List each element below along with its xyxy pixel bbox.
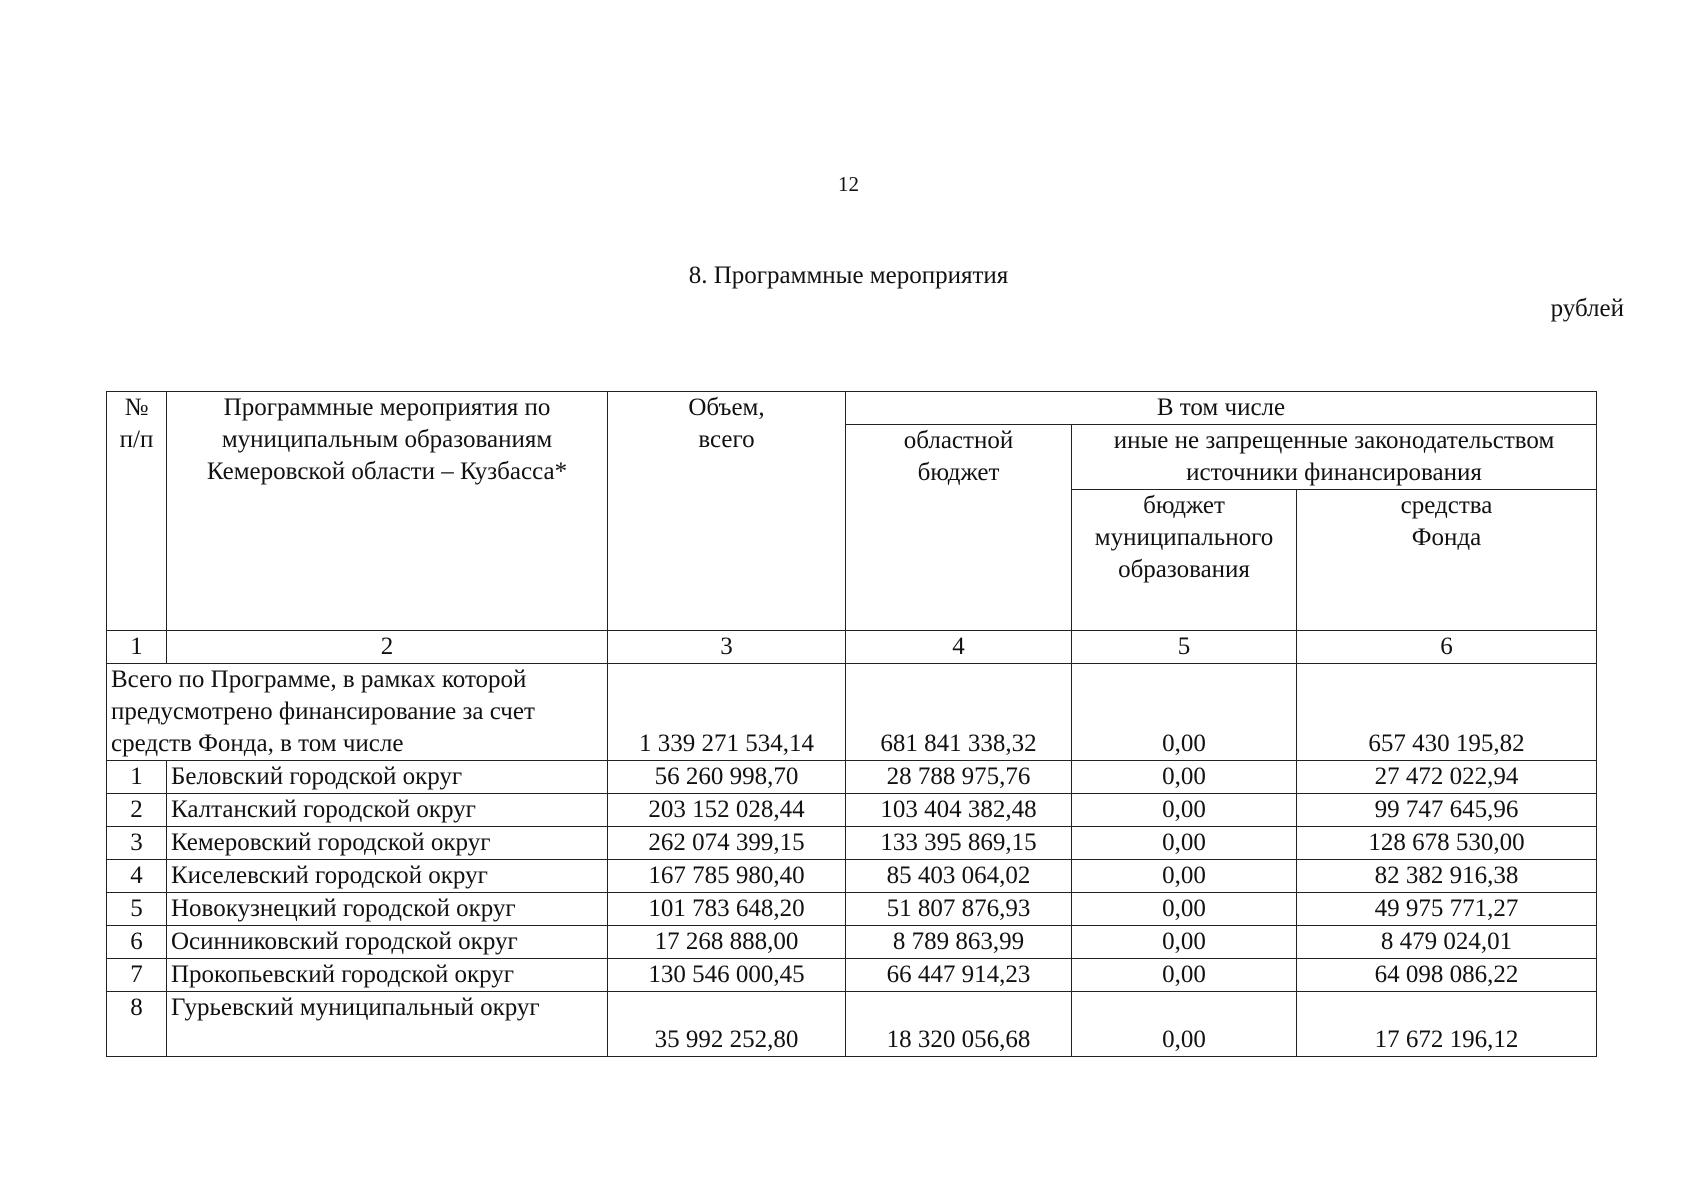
row-num: 2 — [107, 794, 167, 827]
section-title: 8. Программные мероприятия — [688, 262, 1009, 289]
table-row — [107, 893, 1597, 926]
table-row — [107, 959, 1597, 992]
row-regional: 8 789 863,99 — [846, 926, 1072, 959]
total-volume: 1 339 271 534,14 — [608, 664, 846, 761]
row-volume: 35 992 252,80 — [608, 992, 846, 1057]
column-number: 4 — [846, 631, 1072, 664]
table-row — [107, 827, 1597, 860]
row-num: 6 — [107, 926, 167, 959]
table-header-row — [107, 392, 1597, 425]
row-name: Прокопьевский городской округ — [167, 959, 608, 992]
column-number: 3 — [608, 631, 846, 664]
page-number: 12 — [838, 172, 859, 196]
column-number: 1 — [107, 631, 167, 664]
header-fund: средства Фонда — [1297, 490, 1597, 631]
row-name: Кемеровский городской округ — [167, 827, 608, 860]
row-municipal: 0,00 — [1072, 827, 1297, 860]
row-volume: 167 785 980,40 — [608, 860, 846, 893]
table-row — [107, 992, 1597, 1057]
row-municipal: 0,00 — [1072, 992, 1297, 1057]
header-volume: Объем, всего — [608, 392, 846, 631]
row-fund: 27 472 022,94 — [1297, 761, 1597, 794]
header-regional: областной бюджет — [846, 425, 1072, 631]
row-volume: 130 546 000,45 — [608, 959, 846, 992]
header-event: Программные мероприятия по муниципальным образованиям Кемеровской области – Кузбасса* — [167, 392, 608, 631]
row-name: Новокузнецкий городской округ — [167, 893, 608, 926]
row-volume: 17 268 888,00 — [608, 926, 846, 959]
column-numbers-row — [107, 631, 1597, 664]
total-fund: 657 430 195,82 — [1297, 664, 1597, 761]
row-name: Калтанский городской округ — [167, 794, 608, 827]
row-num: 4 — [107, 860, 167, 893]
table-row — [107, 860, 1597, 893]
column-number: 5 — [1072, 631, 1297, 664]
row-num: 3 — [107, 827, 167, 860]
row-regional: 103 404 382,48 — [846, 794, 1072, 827]
row-num: 8 — [107, 992, 167, 1057]
row-regional: 51 807 876,93 — [846, 893, 1072, 926]
row-num: 1 — [107, 761, 167, 794]
units-label: рублей — [1550, 295, 1624, 322]
row-num: 7 — [107, 959, 167, 992]
row-fund: 8 479 024,01 — [1297, 926, 1597, 959]
row-fund: 82 382 916,38 — [1297, 860, 1597, 893]
row-volume: 262 074 399,15 — [608, 827, 846, 860]
table-row — [107, 926, 1597, 959]
header-other-sources: иные не запрещенные законодательством источники финансирования — [1072, 425, 1597, 490]
program-events-table — [106, 391, 1597, 1057]
row-municipal: 0,00 — [1072, 893, 1297, 926]
row-name: Осинниковский городской округ — [167, 926, 608, 959]
row-name: Беловский городской округ — [167, 761, 608, 794]
row-fund: 128 678 530,00 — [1297, 827, 1597, 860]
column-number: 2 — [167, 631, 608, 664]
row-regional: 18 320 056,68 — [846, 992, 1072, 1057]
row-name: Киселевский городской округ — [167, 860, 608, 893]
row-municipal: 0,00 — [1072, 860, 1297, 893]
row-regional: 85 403 064,02 — [846, 860, 1072, 893]
row-fund: 17 672 196,12 — [1297, 992, 1597, 1057]
row-municipal: 0,00 — [1072, 761, 1297, 794]
row-volume: 101 783 648,20 — [608, 893, 846, 926]
row-num: 5 — [107, 893, 167, 926]
row-name: Гурьевский муниципальный округ — [167, 992, 608, 1057]
row-volume: 56 260 998,70 — [608, 761, 846, 794]
row-fund: 64 098 086,22 — [1297, 959, 1597, 992]
row-municipal: 0,00 — [1072, 926, 1297, 959]
row-regional: 133 395 869,15 — [846, 827, 1072, 860]
row-regional: 28 788 975,76 — [846, 761, 1072, 794]
total-municipal: 0,00 — [1072, 664, 1297, 761]
row-volume: 203 152 028,44 — [608, 794, 846, 827]
total-row — [107, 664, 1597, 761]
header-municipal: бюджет муниципального образования — [1072, 490, 1297, 631]
header-including: В том числе — [846, 392, 1597, 425]
header-num: № п/п — [107, 392, 167, 631]
row-fund: 99 747 645,96 — [1297, 794, 1597, 827]
row-municipal: 0,00 — [1072, 794, 1297, 827]
row-fund: 49 975 771,27 — [1297, 893, 1597, 926]
total-label: Всего по Программе, в рамках которой предусмотрено финансирование за счет средств Фонда, в том числе — [107, 664, 608, 761]
column-number: 6 — [1297, 631, 1597, 664]
table-row — [107, 794, 1597, 827]
row-regional: 66 447 914,23 — [846, 959, 1072, 992]
row-municipal: 0,00 — [1072, 959, 1297, 992]
total-regional: 681 841 338,32 — [846, 664, 1072, 761]
table-row — [107, 761, 1597, 794]
